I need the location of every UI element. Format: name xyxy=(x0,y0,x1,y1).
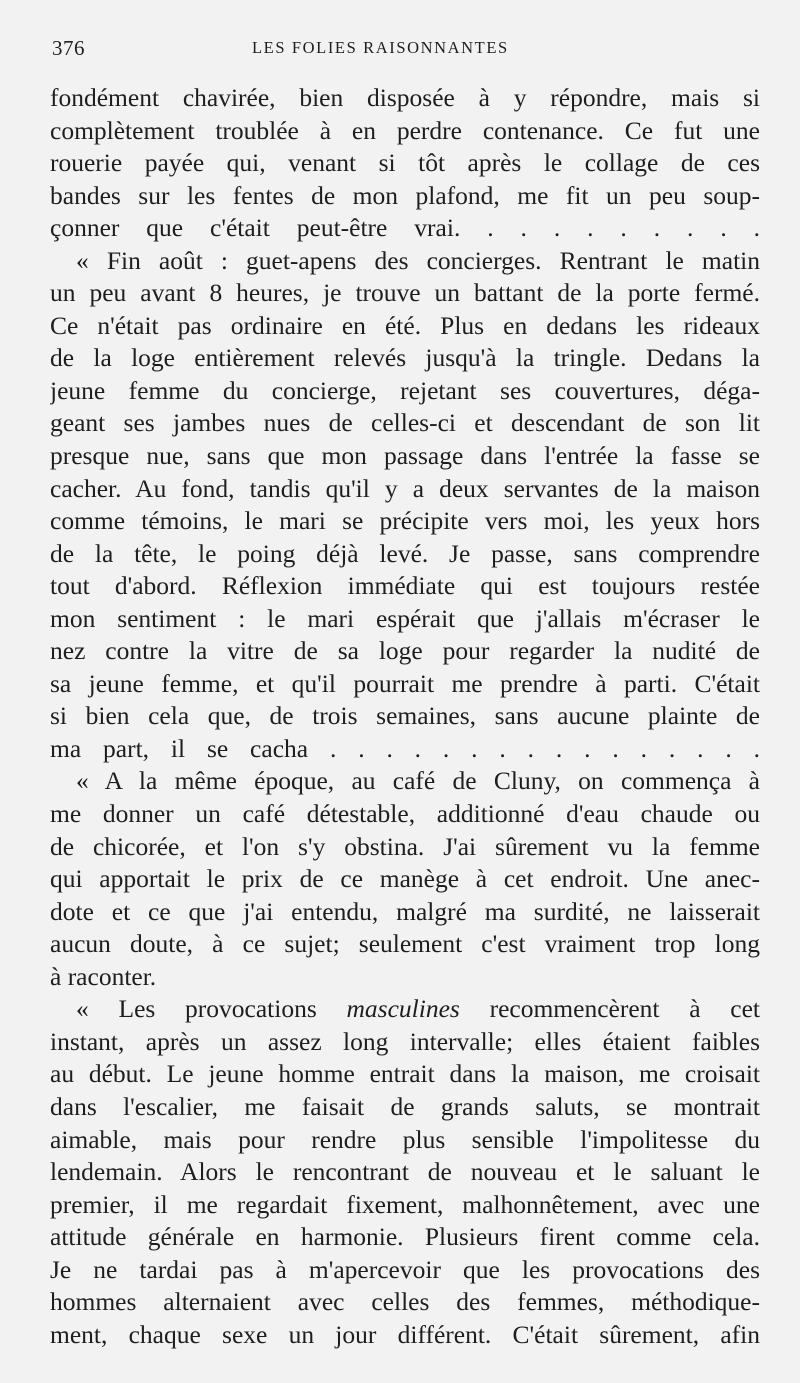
text-line: nez contre la vitre de sa loge pour regarder la nudité de xyxy=(50,636,760,666)
text-line: comme témoins, le mari se précipite vers moi, les yeux hors xyxy=(50,506,760,536)
text-line: qui apportait le prix de ce manège à cet endroit. Une anec- xyxy=(50,864,760,894)
text-segment: « Les provocations xyxy=(76,994,347,1024)
italic-word: masculines xyxy=(346,994,460,1024)
text-line: de la tête, le poing déjà levé. Je passe, sans comprendre xyxy=(50,538,760,568)
text-line: ma part, il se cacha . . . . . . . . . . . . . . . . xyxy=(50,733,760,763)
text-line: geant ses jambes nues de celles-ci et descendant de son lit xyxy=(50,408,760,438)
text-line: dote et ce que j'ai entendu, malgré ma surdité, ne laisserait xyxy=(50,896,760,926)
text-line: bandes sur les fentes de mon plafond, me fit un peu soup- xyxy=(50,180,760,210)
text-line: au début. Le jeune homme entrait dans la maison, me croisait xyxy=(50,1059,760,1089)
text-line: premier, il me regardait fixement, malhonnêtement, avec une xyxy=(50,1189,760,1219)
text-line: à raconter. xyxy=(50,961,157,991)
text-line: Je ne tardai pas à m'apercevoir que les provocations des xyxy=(50,1254,760,1284)
text-segment: recommencèrent à cet xyxy=(459,994,760,1024)
body-text xyxy=(50,82,760,1351)
text-line: Ce n'était pas ordinaire en été. Plus en dedans les rideaux xyxy=(50,310,760,340)
text-line: « Fin août : guet-apens des concierges. Rentrant le matin xyxy=(76,245,760,275)
text-line: hommes alternaient avec celles des femmes, méthodique- xyxy=(50,1287,760,1317)
text-line: dans l'escalier, me faisait de grands saluts, se montrait xyxy=(50,1091,760,1121)
page-number: 376 xyxy=(52,36,85,60)
page-header xyxy=(52,36,756,66)
text-line: aimable, mais pour rendre plus sensible l'impolitesse du xyxy=(50,1124,760,1154)
text-line: attitude générale en harmonie. Plusieurs firent comme cela. xyxy=(50,1222,760,1252)
text-line: çonner que c'était peut-être vrai. . . . . . . . . . xyxy=(50,213,760,243)
text-line: fondément chavirée, bien disposée à y répondre, mais si xyxy=(50,83,760,112)
text-line: presque nue, sans que mon passage dans l'entrée la fasse se xyxy=(50,441,760,471)
text-line: de chicorée, et l'on s'y obstina. J'ai sûrement vu la femme xyxy=(50,831,760,861)
text-line: instant, après un assez long intervalle; elles étaient faibles xyxy=(50,1026,760,1056)
text-line: jeune femme du concierge, rejetant ses couvertures, déga- xyxy=(50,375,760,405)
text-line: de la loge entièrement relevés jusqu'à la tringle. Dedans la xyxy=(50,343,760,373)
text-line: rouerie payée qui, venant si tôt après le collage de ces xyxy=(50,148,760,178)
text-line: un peu avant 8 heures, je trouve un battant de la porte fermé. xyxy=(50,278,760,308)
text-line: mon sentiment : le mari espérait que j'allais m'écraser le xyxy=(50,603,760,633)
text-line: ment, chaque sexe un jour différent. C'était sûrement, afin xyxy=(50,1319,760,1349)
text-line xyxy=(50,993,760,1026)
text-line: sa jeune femme, et qu'il pourrait me prendre à parti. C'était xyxy=(50,668,760,698)
running-title: LES FOLIES RAISONNANTES xyxy=(252,38,509,57)
text-line: cacher. Au fond, tandis qu'il y a deux servantes de la maison xyxy=(50,473,760,503)
text-line: complètement troublée à en perdre contenance. Ce fut une xyxy=(50,115,760,145)
text-line: lendemain. Alors le rencontrant de nouveau et le saluant le xyxy=(50,1157,760,1187)
text-line: me donner un café détestable, additionné d'eau chaude ou xyxy=(50,799,760,829)
text-line: aucun doute, à ce sujet; seulement c'est vraiment trop long xyxy=(50,929,760,959)
text-line: tout d'abord. Réflexion immédiate qui est toujours restée xyxy=(50,571,760,601)
text-line: si bien cela que, de trois semaines, sans aucune plainte de xyxy=(50,701,760,731)
text-line: « A la même époque, au café de Cluny, on commença à xyxy=(76,766,760,796)
